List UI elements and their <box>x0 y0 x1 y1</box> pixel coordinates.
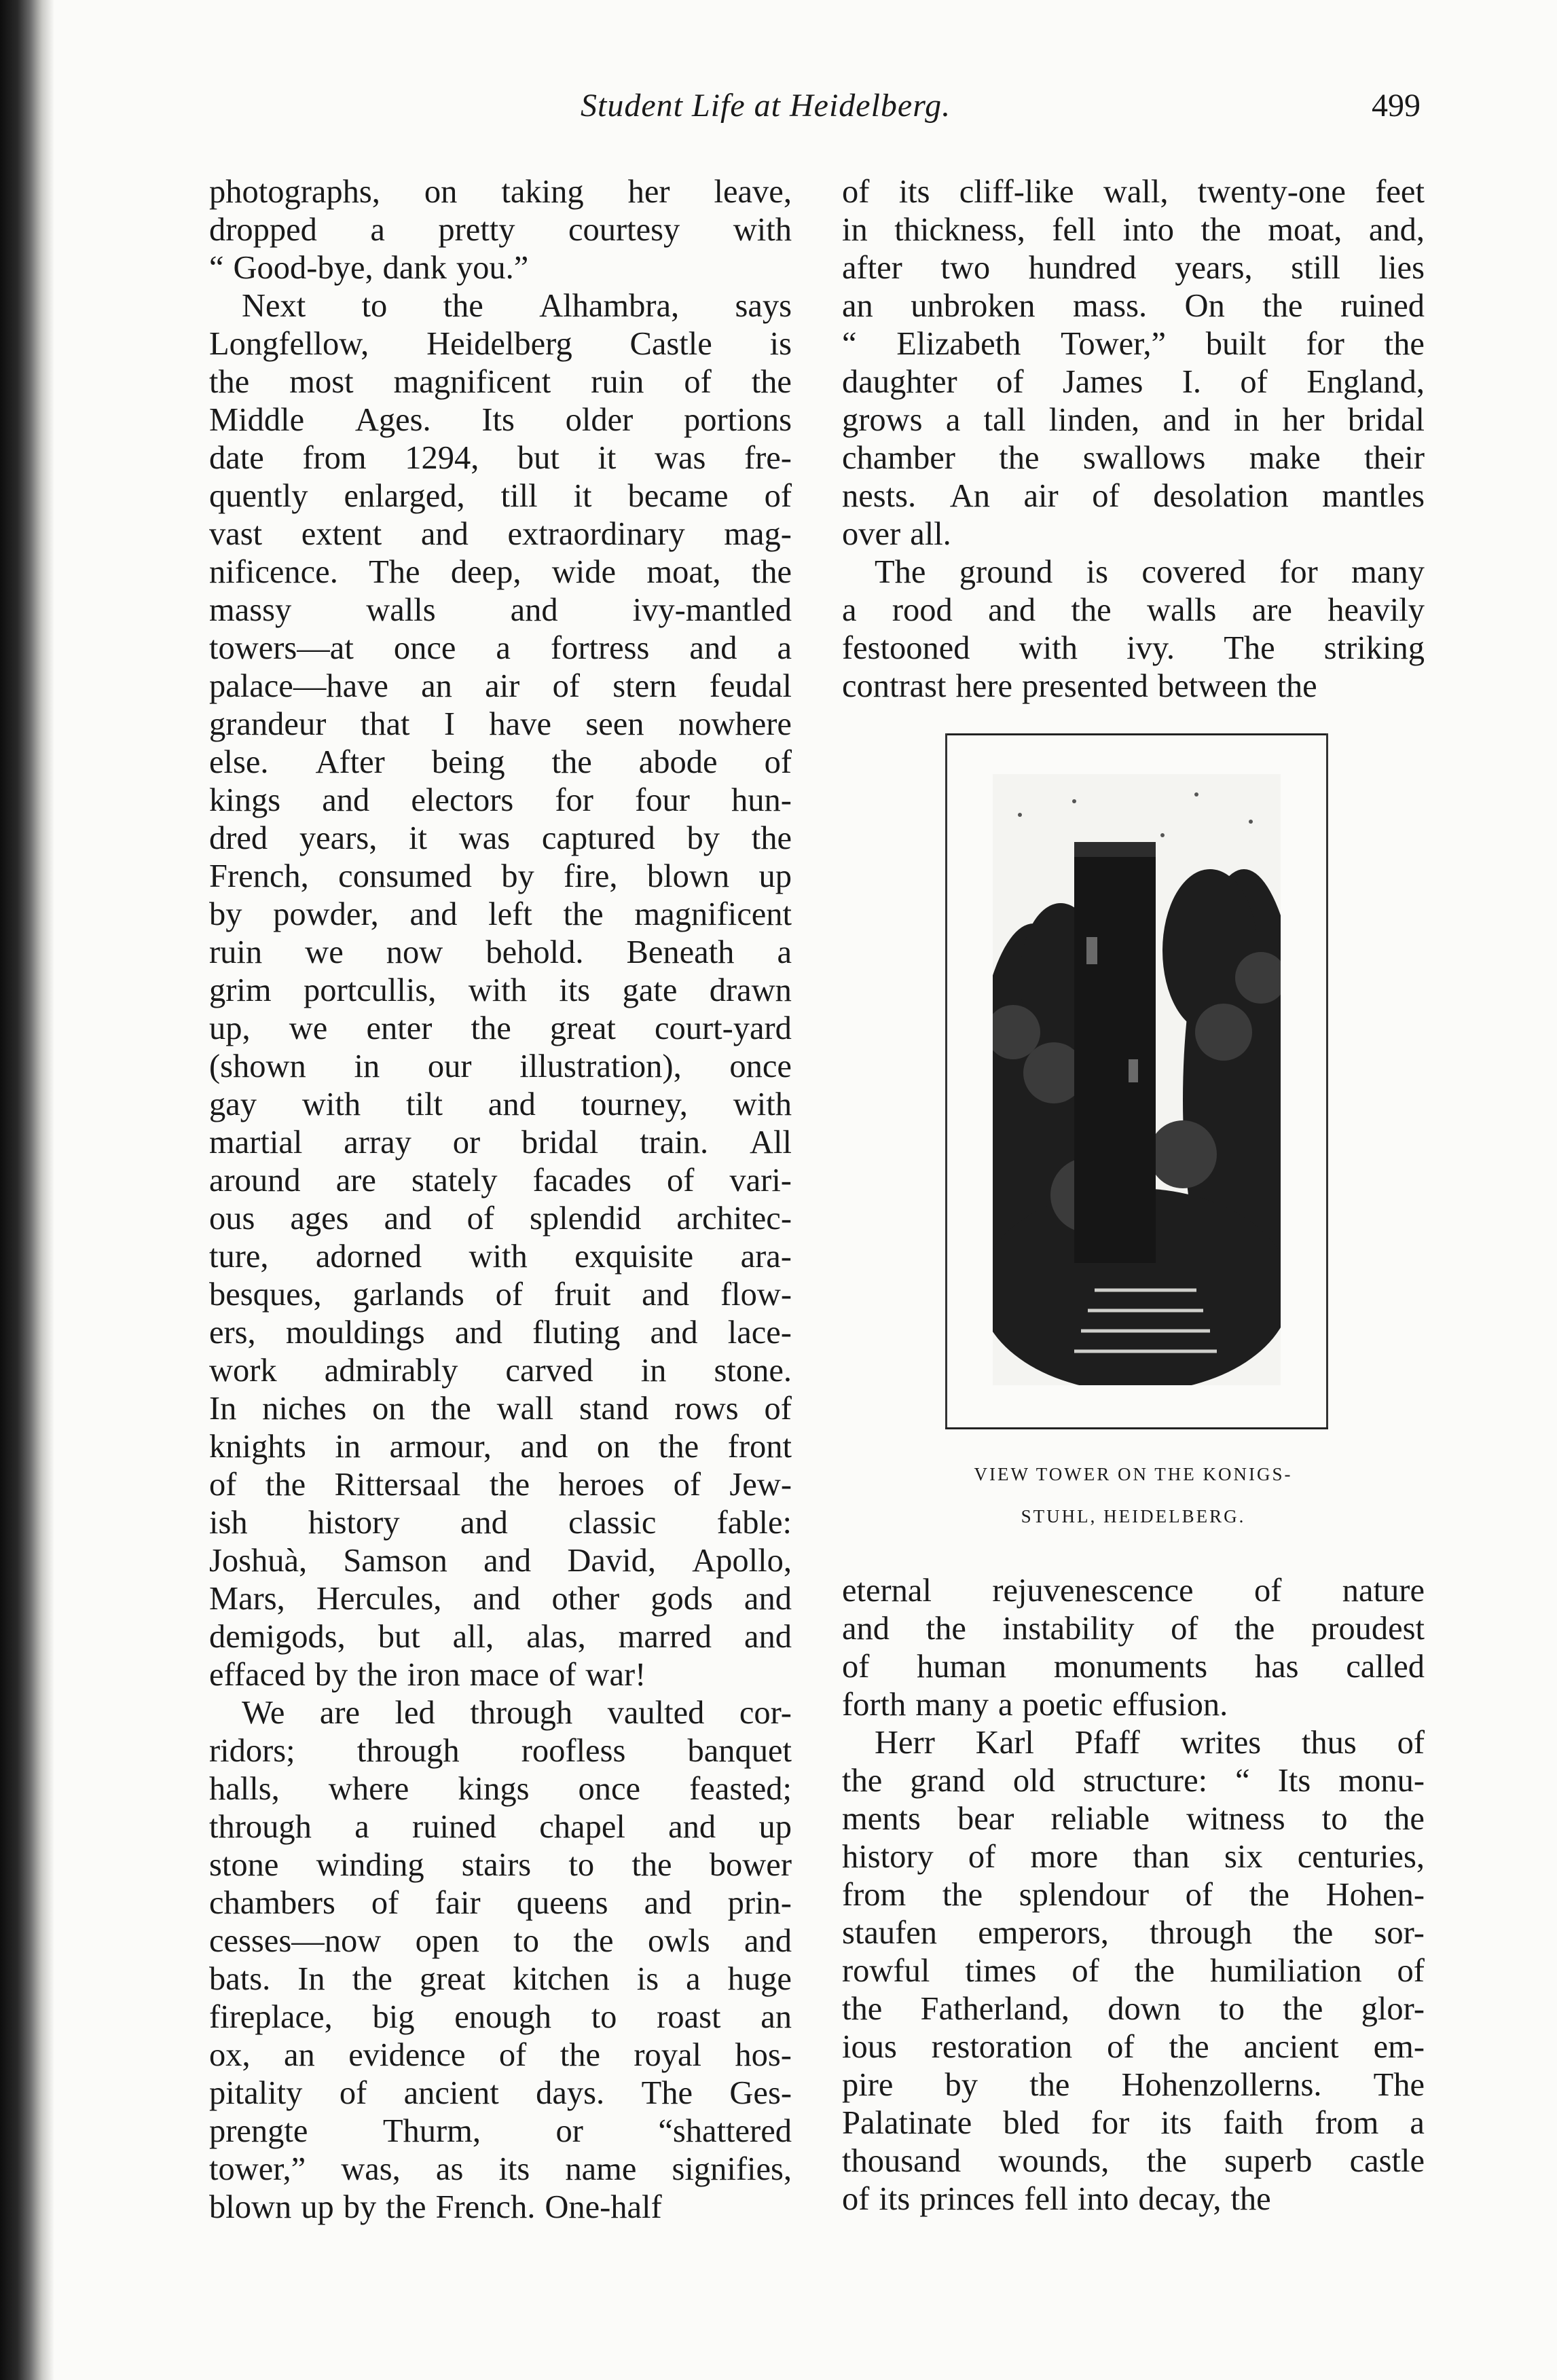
text-line: ous ages and of splendid architec- <box>209 1201 792 1237</box>
text-line: “ Elizabeth Tower,” built for the <box>842 326 1425 362</box>
figure-border-top <box>945 733 1328 735</box>
text-line: forth many a poetic effusion. <box>842 1687 1228 1723</box>
text-line: thousand wounds, the superb castle <box>842 2143 1425 2179</box>
figure-border-left <box>945 733 947 1429</box>
figure-border-bottom <box>945 1427 1328 1429</box>
text-line: through a ruined chapel and up <box>209 1809 792 1845</box>
text-line: ments bear reliable witness to the <box>842 1801 1425 1837</box>
text-line: ruin we now behold. Beneath a <box>209 934 792 970</box>
text-line: festooned with ivy. The striking <box>842 630 1425 666</box>
text-line: grim portcullis, with its gate drawn <box>209 972 792 1008</box>
right-column-top <box>842 173 1425 706</box>
text-line: an unbroken mass. On the ruined <box>842 288 1425 324</box>
text-line: ridors; through roofless banquet <box>209 1733 792 1769</box>
text-line: grows a tall linden, and in her bridal <box>842 402 1425 438</box>
text-line: Longfellow, Heidelberg Castle is <box>209 326 792 362</box>
text-line: of the Rittersaal the heroes of Jew- <box>209 1467 792 1503</box>
text-line: In niches on the wall stand rows of <box>209 1391 792 1427</box>
text-line: stone winding stairs to the bower <box>209 1847 792 1883</box>
right-column-bottom <box>842 1572 1425 2218</box>
left-column <box>209 173 792 2227</box>
text-line: over all. <box>842 516 951 552</box>
text-line: chambers of fair queens and prin- <box>209 1885 792 1921</box>
text-line: daughter of James I. of England, <box>842 364 1425 400</box>
text-line: from the splendour of the Hohen- <box>842 1877 1425 1913</box>
text-line: Palatinate bled for its faith from a <box>842 2105 1425 2141</box>
text-line: ish history and classic fable: <box>209 1505 792 1541</box>
text-line: pire by the Hohenzollerns. The <box>842 2067 1425 2103</box>
text-line: in thickness, fell into the moat, and, <box>842 212 1425 248</box>
text-line: dropped a pretty courtesy with <box>209 212 792 248</box>
text-line: massy walls and ivy-mantled <box>209 592 792 628</box>
text-line: and the instability of the proudest <box>842 1611 1425 1647</box>
text-line: (shown in our illustration), once <box>209 1048 792 1084</box>
text-line: nificence. The deep, wide moat, the <box>209 554 792 590</box>
figure-caption <box>842 1453 1425 1537</box>
tower-illustration <box>945 733 1328 1433</box>
text-line: around are stately facades of vari- <box>209 1162 792 1198</box>
text-line: quently enlarged, till it became of <box>209 478 792 514</box>
text-line: dred years, it was captured by the <box>209 820 792 856</box>
text-line: the most magnificent ruin of the <box>209 364 792 400</box>
text-line: photographs, on taking her leave, <box>209 174 792 210</box>
page-binding-edge <box>0 0 54 2380</box>
text-line: demigods, but all, alas, marred and <box>209 1619 792 1655</box>
text-line: by powder, and left the magnificent <box>209 896 792 932</box>
text-line: work admirably carved in stone. <box>209 1353 792 1389</box>
caption-line-1: VIEW TOWER ON THE KONIGS- <box>974 1464 1293 1484</box>
text-line: staufen emperors, through the sor- <box>842 1915 1425 1951</box>
page-number: 499 <box>1372 88 1421 124</box>
text-line: of its princes fell into decay, the <box>842 2181 1271 2217</box>
running-title: Student Life at Heidelberg. <box>581 88 951 124</box>
text-line: up, we enter the great court-yard <box>209 1010 792 1046</box>
text-line: gay with tilt and tourney, with <box>209 1086 792 1122</box>
text-line: martial array or bridal train. All <box>209 1124 792 1160</box>
text-line: else. After being the abode of <box>209 744 792 780</box>
text-line: eternal rejuvenescence of nature <box>842 1573 1425 1609</box>
text-line: kings and electors for four hun- <box>209 782 792 818</box>
text-line: ers, mouldings and fluting and lace- <box>209 1315 792 1351</box>
text-line: the Fatherland, down to the glor- <box>842 1991 1425 2027</box>
text-line: rowful times of the humiliation of <box>842 1953 1425 1989</box>
text-line: towers—at once a fortress and a <box>209 630 792 666</box>
text-line: ious restoration of the ancient em- <box>842 2029 1425 2065</box>
text-line: effaced by the iron mace of war! <box>209 1657 646 1693</box>
text-line: “ Good-bye, dank you.” <box>209 250 529 286</box>
text-line: prengte Thurm, or “shattered <box>209 2113 792 2149</box>
text-line: French, consumed by fire, blown up <box>209 858 792 894</box>
text-line: blown up by the French. One-half <box>209 2189 662 2225</box>
text-line: the grand old structure: “ Its monu- <box>842 1763 1425 1799</box>
text-line: nests. An air of desolation mantles <box>842 478 1425 514</box>
text-line: Next to the Alhambra, says <box>242 288 792 324</box>
text-line: fireplace, big enough to roast an <box>209 1999 792 2035</box>
text-line: chamber the swallows make their <box>842 440 1425 476</box>
text-line: Middle Ages. Its older portions <box>209 402 792 438</box>
text-line: tower,” was, as its name signifies, <box>209 2151 792 2187</box>
text-line: Mars, Hercules, and other gods and <box>209 1581 792 1617</box>
text-line: ture, adorned with exquisite ara- <box>209 1239 792 1275</box>
text-line: vast extent and extraordinary mag- <box>209 516 792 552</box>
text-line: Herr Karl Pfaff writes thus of <box>875 1725 1425 1761</box>
text-line: of its cliff-like wall, twenty-one feet <box>842 174 1425 210</box>
tower-engraving <box>993 774 1281 1385</box>
text-line: palace—have an air of stern feudal <box>209 668 792 704</box>
text-line: grandeur that I have seen nowhere <box>209 706 792 742</box>
text-line: contrast here presented between the <box>842 668 1317 704</box>
text-line: bats. In the great kitchen is a huge <box>209 1961 792 1997</box>
caption-line-2: STUHL, HEIDELBERG. <box>1021 1506 1246 1526</box>
text-line: cesses—now open to the owls and <box>209 1923 792 1959</box>
text-line: history of more than six centuries, <box>842 1839 1425 1875</box>
text-line: Joshuà, Samson and David, Apollo, <box>209 1543 792 1579</box>
text-line: date from 1294, but it was fre- <box>209 440 792 476</box>
text-line: a rood and the walls are heavily <box>842 592 1425 628</box>
text-line: besques, garlands of fruit and flow- <box>209 1277 792 1313</box>
text-line: The ground is covered for many <box>875 554 1425 590</box>
text-line: ox, an evidence of the royal hos- <box>209 2037 792 2073</box>
text-line: halls, where kings once feasted; <box>209 1771 792 1807</box>
text-line: after two hundred years, still lies <box>842 250 1425 286</box>
text-line: pitality of ancient days. The Ges- <box>209 2075 792 2111</box>
text-line: of human monuments has called <box>842 1649 1425 1685</box>
text-line: We are led through vaulted cor- <box>242 1695 792 1731</box>
figure-border-right <box>1326 733 1328 1429</box>
text-line: knights in armour, and on the front <box>209 1429 792 1465</box>
